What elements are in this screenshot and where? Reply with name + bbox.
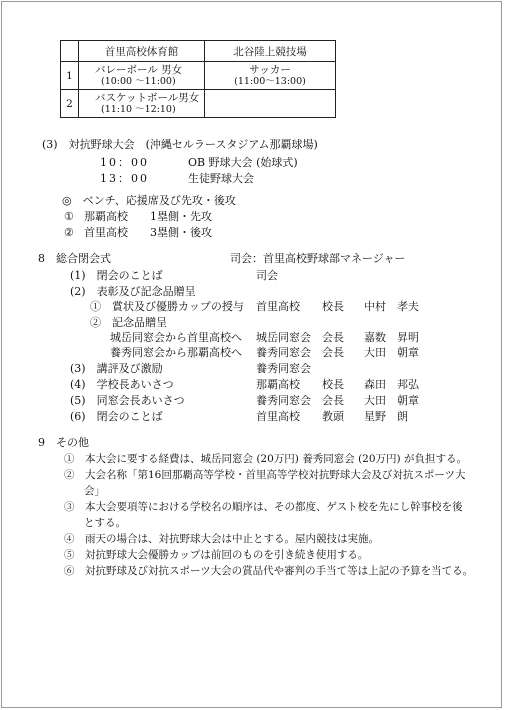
schedule-event: バレーボール 男女 bbox=[95, 63, 183, 76]
ceremony-item: 城岳同窓会から首里高校へ bbox=[110, 331, 242, 344]
note-item: ③ 本大会要項等における学校名の順序は、その都度、ゲスト校を先にし幹事校を後 bbox=[64, 501, 463, 513]
ceremony-name: 中村 孝夫 bbox=[364, 300, 419, 313]
schedule-time: (11:00～13:00) bbox=[234, 75, 306, 87]
ceremony-role: 会長 bbox=[322, 394, 344, 407]
note-item-continued: 会」 bbox=[84, 485, 105, 497]
ceremony-item: ② 記念品贈呈 bbox=[90, 316, 167, 329]
ceremony-item: (4) 学校長あいさつ bbox=[70, 378, 174, 391]
schedule-time: (10:00 ～11:00) bbox=[101, 75, 176, 87]
list-item-mark: ② bbox=[64, 226, 74, 239]
ceremony-name: 星野 朗 bbox=[364, 410, 408, 423]
ceremony-item: 養秀同窓会から那覇高校へ bbox=[110, 346, 242, 359]
section-9-heading: 9 その他 bbox=[38, 436, 89, 449]
ceremony-who: 養秀同窓会 bbox=[256, 362, 311, 375]
bench-heading: ◎ ベンチ、応援席及び先攻・後攻 bbox=[62, 194, 236, 207]
schedule-header-venue-1: 首里高校体育館 bbox=[79, 41, 205, 62]
ceremony-who: 首里高校 bbox=[256, 300, 300, 313]
ceremony-role: 会長 bbox=[322, 346, 344, 359]
document-page bbox=[1, 1, 502, 708]
ceremony-name: 大田 朝章 bbox=[364, 394, 419, 407]
ceremony-role: 校長 bbox=[322, 300, 344, 313]
ceremony-who: 城岳同窓会 bbox=[256, 331, 311, 344]
schedule-cell bbox=[79, 90, 205, 118]
ceremony-name: 森田 邦弘 bbox=[364, 378, 419, 391]
ceremony-who: 養秀同窓会 bbox=[256, 394, 311, 407]
ceremony-item: (1) 閉会のことば bbox=[70, 269, 163, 282]
ceremony-role: 会長 bbox=[322, 331, 344, 344]
note-item-continued: とする。 bbox=[84, 517, 126, 529]
note-item: ① 本大会に要する経費は、城岳同窓会 (20万円) 養秀同窓会 (20万円) が負担する。 bbox=[64, 453, 467, 465]
ceremony-who: 養秀同窓会 bbox=[256, 346, 311, 359]
note-item: ④ 雨天の場合は、対抗野球大会は中止とする。屋内競技は実施。 bbox=[64, 533, 379, 545]
time-slot: 13：00 bbox=[100, 172, 149, 185]
list-item-school: 那覇高校 bbox=[84, 210, 128, 223]
ceremony-who: 司会 bbox=[256, 269, 278, 282]
mc-note: 司会：首里高校野球部マネージャー bbox=[230, 252, 406, 265]
note-item: ⑤ 対抗野球大会優勝カップは前回のものを引き続き使用する。 bbox=[64, 549, 369, 561]
ceremony-item: (5) 同窓会長あいさつ bbox=[70, 394, 185, 407]
list-item-mark: ① bbox=[64, 210, 74, 223]
ceremony-item: (2) 表彰及び記念品贈呈 bbox=[70, 285, 196, 298]
list-item-side: 3塁側・後攻 bbox=[150, 226, 212, 239]
section-3-heading: (3) 対抗野球大会 (沖縄セルラースタジアム那覇球場) bbox=[42, 138, 318, 151]
schedule-header-row bbox=[61, 41, 336, 62]
list-item-side: 1塁側・先攻 bbox=[150, 210, 212, 223]
schedule-header-venue-2: 北谷陸上競技場 bbox=[205, 41, 336, 62]
ceremony-item: ① 賞状及び優勝カップの授与 bbox=[90, 300, 244, 313]
schedule-row-number: 1 bbox=[61, 62, 79, 90]
schedule-event: バスケットボール男女 bbox=[95, 91, 200, 104]
ceremony-who: 那覇高校 bbox=[256, 378, 300, 391]
schedule-header-blank bbox=[61, 41, 79, 62]
ceremony-role: 校長 bbox=[322, 378, 344, 391]
schedule-time: (11:10 ～12:10) bbox=[101, 103, 176, 115]
schedule-event: サッカー bbox=[249, 63, 291, 76]
list-item-school: 首里高校 bbox=[84, 226, 128, 239]
note-item: ⑥ 対抗野球及び対抗スポーツ大会の賞品代や審判の手当て等は上記の予算を当てる。 bbox=[64, 565, 474, 577]
ceremony-who: 首里高校 bbox=[256, 410, 300, 423]
schedule-row bbox=[61, 90, 336, 118]
schedule-row-number: 2 bbox=[61, 90, 79, 118]
ceremony-role: 教頭 bbox=[322, 410, 344, 423]
schedule-row bbox=[61, 62, 336, 90]
ceremony-item: (3) 講評及び激励 bbox=[70, 362, 163, 375]
schedule-cell bbox=[205, 62, 336, 90]
time-slot-desc: OB 野球大会 (始球式) bbox=[188, 156, 298, 169]
ceremony-item: (6) 閉会のことば bbox=[70, 410, 163, 423]
time-slot: 10：00 bbox=[100, 156, 149, 169]
schedule-table bbox=[60, 40, 336, 118]
section-8-heading: 8 総合閉会式 bbox=[38, 252, 111, 265]
note-item: ② 大会名称「第16回那覇高等学校・首里高等学校対抗野球大会及び対抗スポーツ大 bbox=[64, 469, 466, 481]
ceremony-name: 嘉数 昇明 bbox=[364, 331, 419, 344]
schedule-cell bbox=[205, 90, 336, 118]
time-slot-desc: 生徒野球大会 bbox=[188, 172, 254, 185]
schedule-cell bbox=[79, 62, 205, 90]
ceremony-name: 大田 朝章 bbox=[364, 346, 419, 359]
